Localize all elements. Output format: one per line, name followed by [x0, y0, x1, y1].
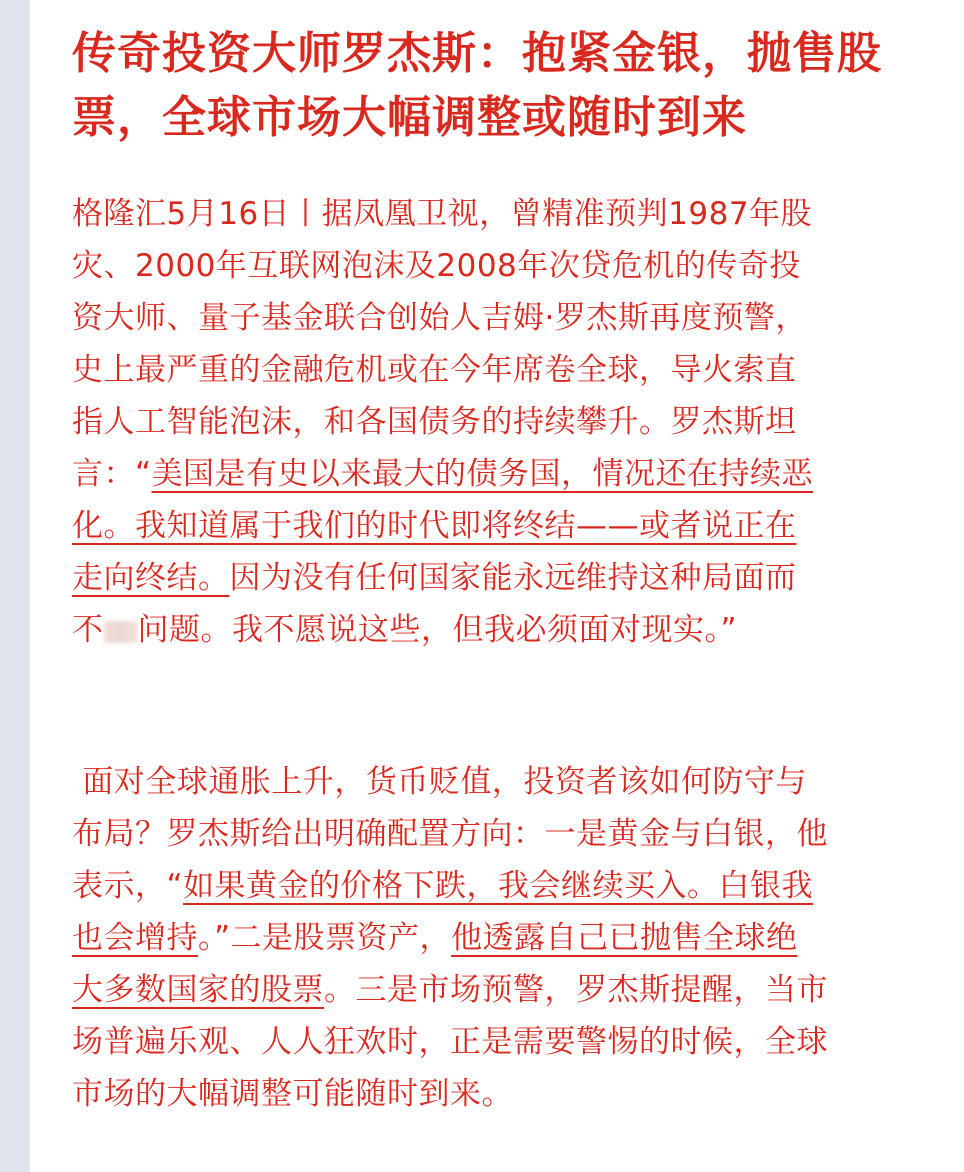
underlined-quote: 他透露自己已抛售全球绝: [451, 920, 798, 956]
article-title: [72, 22, 934, 150]
text-line: 市场的大幅调整可能随时到来。: [72, 1076, 513, 1112]
text-line: 灾、2000年互联网泡沫及2008年次贷危机的传奇投: [72, 248, 801, 284]
blurred-text: [104, 621, 138, 643]
underlined-quote: 也会增持: [72, 920, 198, 956]
paragraph-2: [72, 756, 934, 1120]
article-page: [30, 0, 964, 1172]
text-line: 布局？罗杰斯给出明确配置方向：一是黄金与白银，他: [72, 816, 828, 852]
text-line: 资大师、量子基金联合创始人吉姆·罗杰斯再度预警，: [72, 300, 807, 336]
text-line: [72, 552, 934, 604]
text-segment: 言：“: [72, 456, 152, 492]
text-segment: 不: [72, 612, 104, 648]
text-line: 史上最严重的金融危机或在今年席卷全球，导火索直: [72, 352, 797, 388]
text-segment: 问题。我不愿说这些，但我必须面对现实。”: [137, 612, 738, 648]
text-line: [72, 860, 934, 912]
text-segment: 。”二是股票资产，: [198, 920, 452, 956]
text-line: 格隆汇5月16日丨据凤凰卫视，曾精准预判1987年股: [72, 196, 813, 232]
text-line: 面对全球通胀上升，货币贬值，投资者该如何防守与: [72, 764, 807, 800]
text-line: [72, 964, 934, 1016]
underlined-quote: 大多数国家的股票: [72, 972, 324, 1008]
text-line: [72, 912, 934, 964]
text-line: [72, 604, 934, 656]
text-segment: 表示，“: [72, 868, 184, 904]
text-segment: 因为没有任何国家能永远维持这种局面而: [229, 560, 797, 596]
text-line: [72, 500, 934, 552]
text-line: 指人工智能泡沫，和各国债务的持续攀升。罗杰斯坦: [72, 404, 797, 440]
paragraph-1: [72, 188, 934, 656]
title-line-2: 票，全球市场大幅调整或随时到来: [72, 92, 747, 143]
underlined-quote: 如果黄金的价格下跌，我会继续买入。白银我: [183, 868, 814, 904]
underlined-quote: 美国是有史以来最大的债务国，情况还在持续恶: [151, 456, 814, 492]
text-segment: 。三是市场预警，罗杰斯提醒，当市: [324, 972, 828, 1008]
underlined-quote: 化。我知道属于我们的时代即将终结——或者说正在: [72, 508, 797, 544]
underlined-quote: 走向终结。: [72, 560, 230, 596]
text-line: [72, 448, 934, 500]
title-line-1: 传奇投资大师罗杰斯：抱紧金银，抛售股: [72, 28, 882, 79]
text-line: 场普遍乐观、人人狂欢时，正是需要警惕的时候，全球: [72, 1024, 828, 1060]
